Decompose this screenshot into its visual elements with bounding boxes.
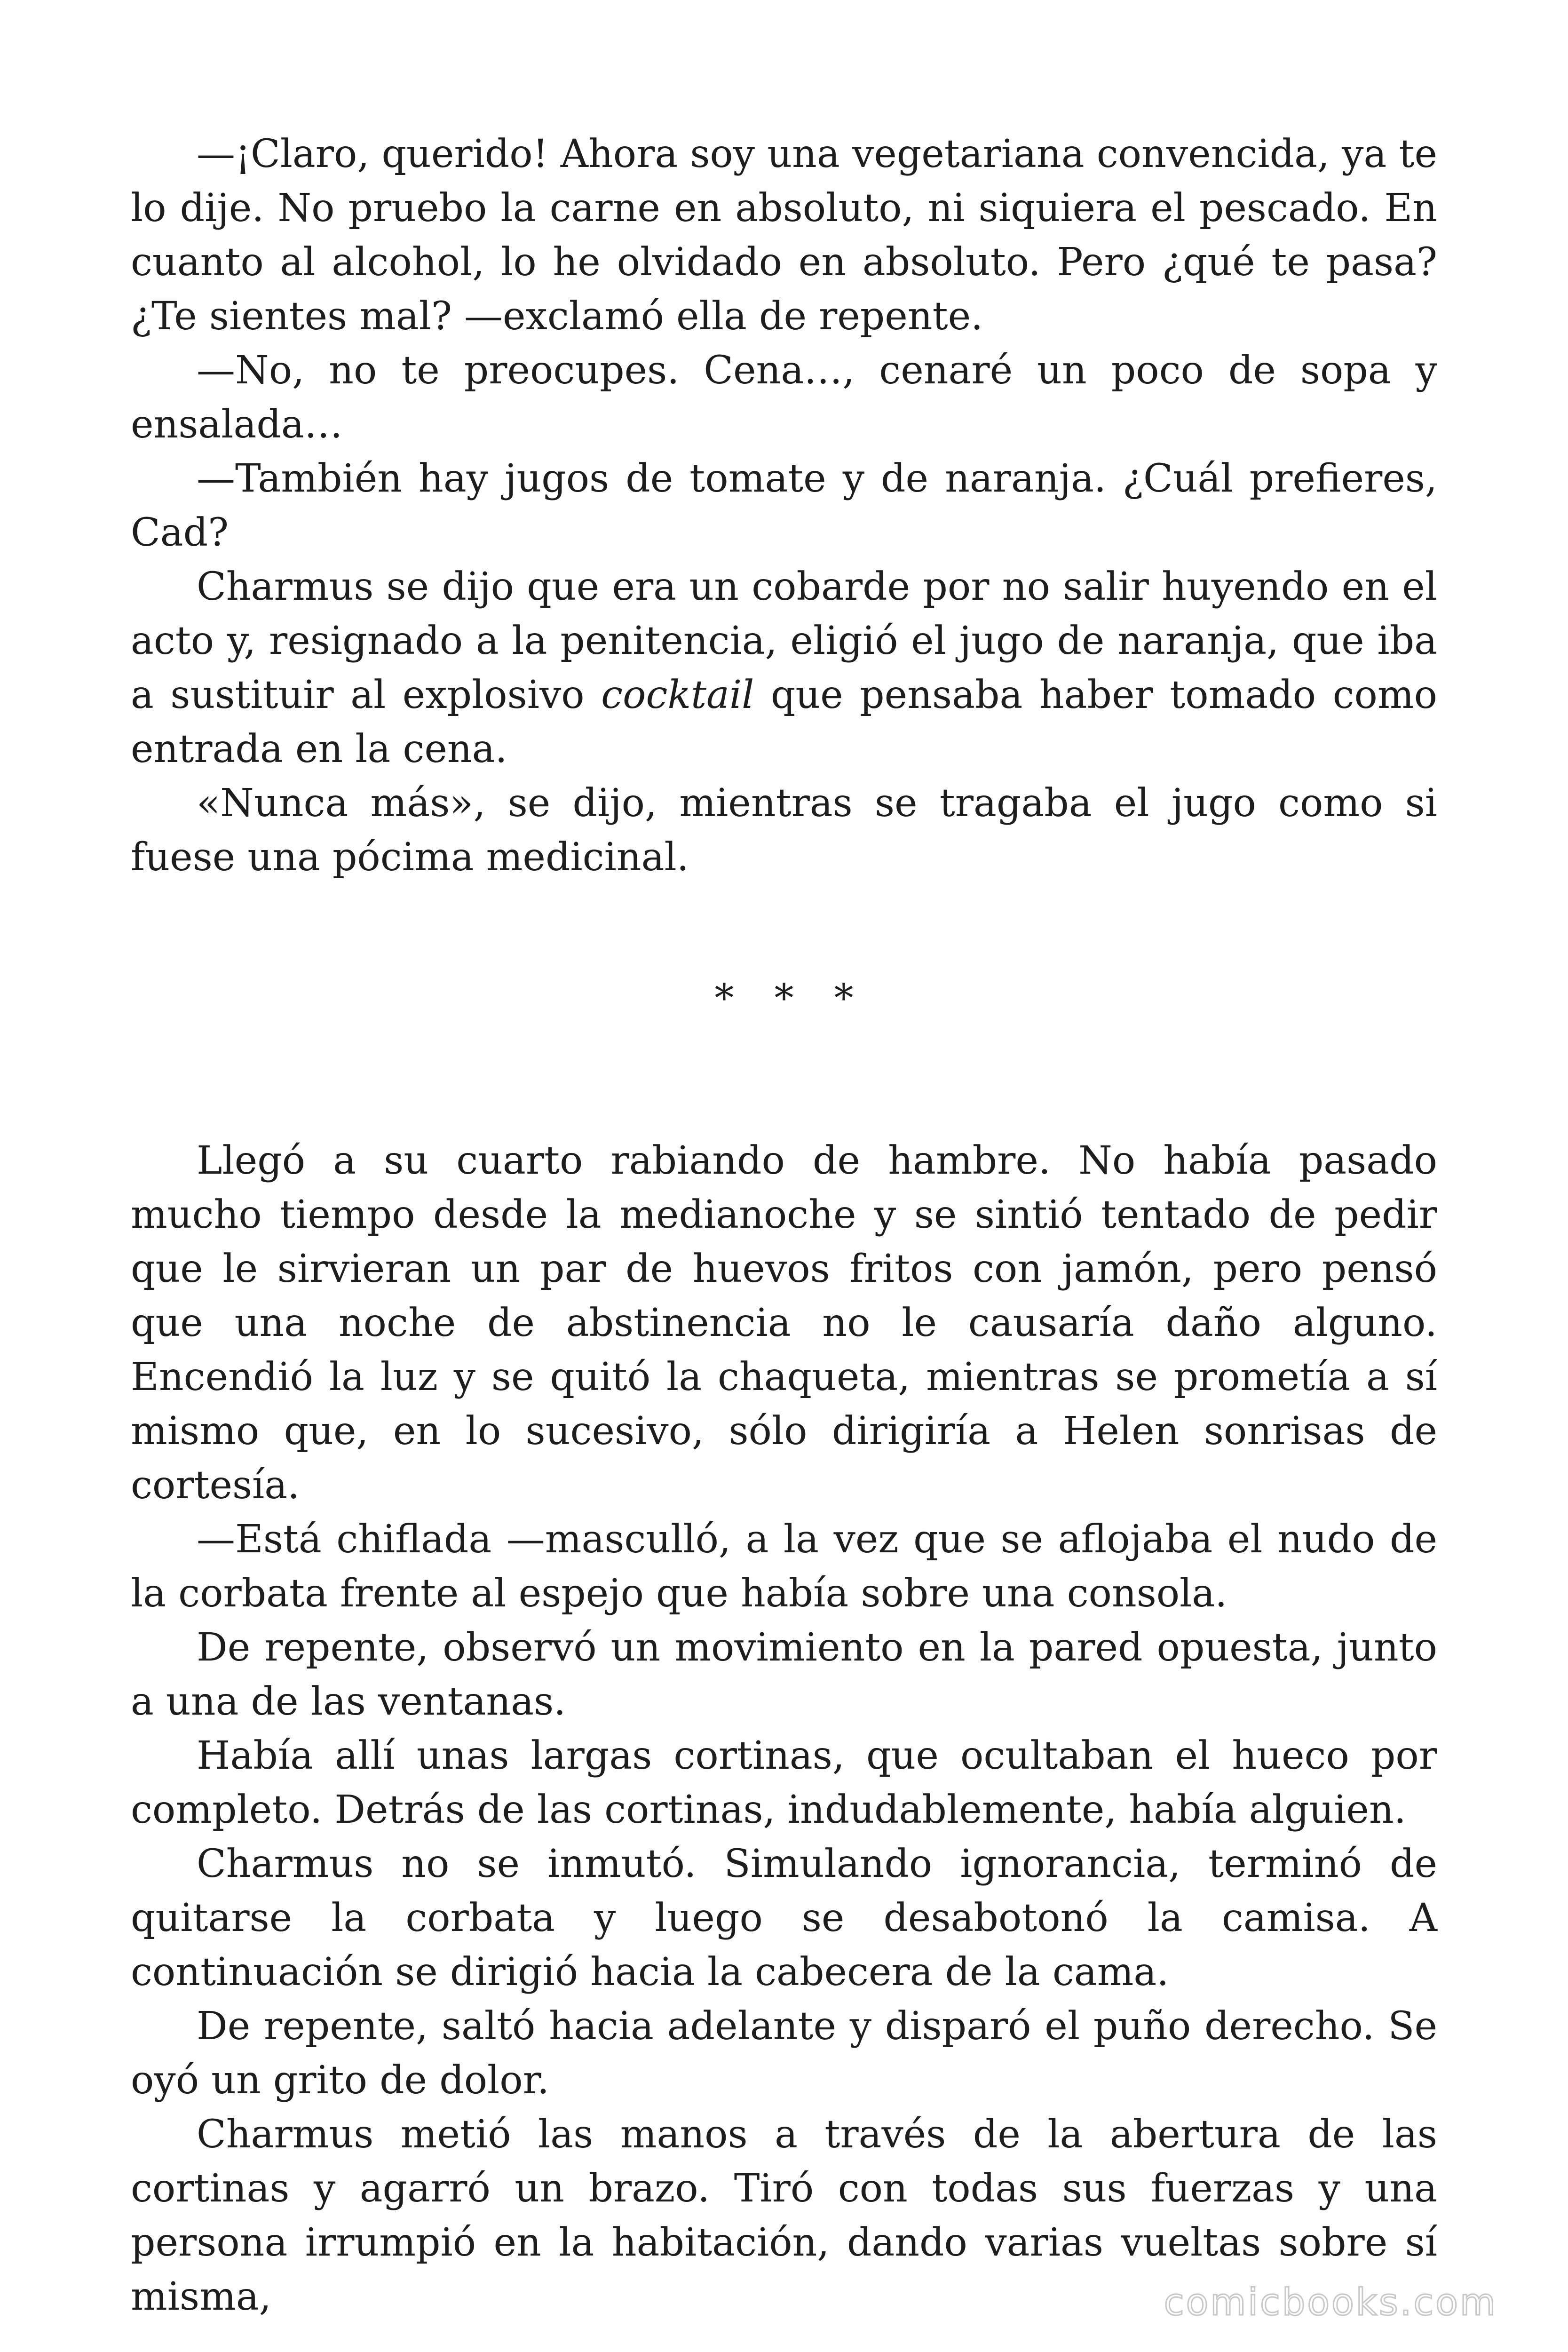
paragraph-text: Charmus se dijo que era un cobarde por no salir huyendo en el acto y, resignado a la penitencia, eligió el jugo de naranja, que iba a sustituir al explosivo — [131, 564, 1437, 717]
paragraph — [131, 560, 1437, 776]
paragraph: —También hay jugos de tomate y de naranja. ¿Cuál prefieres, Cad? — [131, 456, 1437, 555]
paragraph: De repente, observó un movimiento en la pared opuesta, junto a una de las ventanas. — [131, 1625, 1437, 1724]
paragraph: Charmus metió las manos a través de la abertura de las cortinas y agarró un brazo. Tiró con todas sus fuerzas y una persona irrumpió en la habitación, dando varias vueltas sobre sí misma, — [131, 2112, 1437, 2319]
page-body — [131, 127, 1437, 2324]
paragraph: Llegó a su cuarto rabiando de hambre. No había pasado mucho tiempo desde la medianoche y se sintió tentado de pedir que le sirvieran un par de huevos fritos con jamón, pero pensó que una noche de abstinencia no le causaría daño alguno. Encendió la luz y se quitó la chaqueta, mientras se prometía a sí mismo que, en lo sucesivo, sólo dirigiría a Helen sonrisas de cortesía. — [131, 1138, 1437, 1508]
paragraph: —Está chiflada —masculló, a la vez que se aflojaba el nudo de la corbata frente al espejo que había sobre una consola. — [131, 1517, 1437, 1616]
paragraph: Charmus no se inmutó. Simulando ignorancia, terminó de quitarse la corbata y luego se desabotonó la camisa. A continuación se dirigió hacia la cabecera de la cama. — [131, 1842, 1437, 1994]
paragraph: —No, no te preocupes. Cena…, cenaré un poco de sopa y ensalada… — [131, 348, 1437, 447]
paragraph: Había allí unas largas cortinas, que ocultaban el hueco por completo. Detrás de las cortinas, indudablemente, había alguien. — [131, 1733, 1437, 1832]
watermark: comicbooks.com — [1164, 2281, 1497, 2324]
italic-word: cocktail — [601, 673, 754, 717]
paragraph: «Nunca más», se dijo, mientras se tragaba el jugo como si fuese una pócima medicinal. — [131, 781, 1437, 880]
section-separator: * * * — [714, 976, 868, 1021]
paragraph: De repente, saltó hacia adelante y disparó el puño derecho. Se oyó un grito de dolor. — [131, 2004, 1437, 2103]
paragraph: —¡Claro, querido! Ahora soy una vegetariana convencida, ya te lo dije. No pruebo la carne en absoluto, ni siquiera el pescado. En cuanto al alcohol, lo he olvidado en absoluto. Pero ¿qué te pasa? ¿Te sientes mal? —exclamó ella de repente. — [131, 132, 1437, 339]
paragraph-text: que pensaba haber tomado como entrada en la cena. — [131, 673, 1437, 771]
